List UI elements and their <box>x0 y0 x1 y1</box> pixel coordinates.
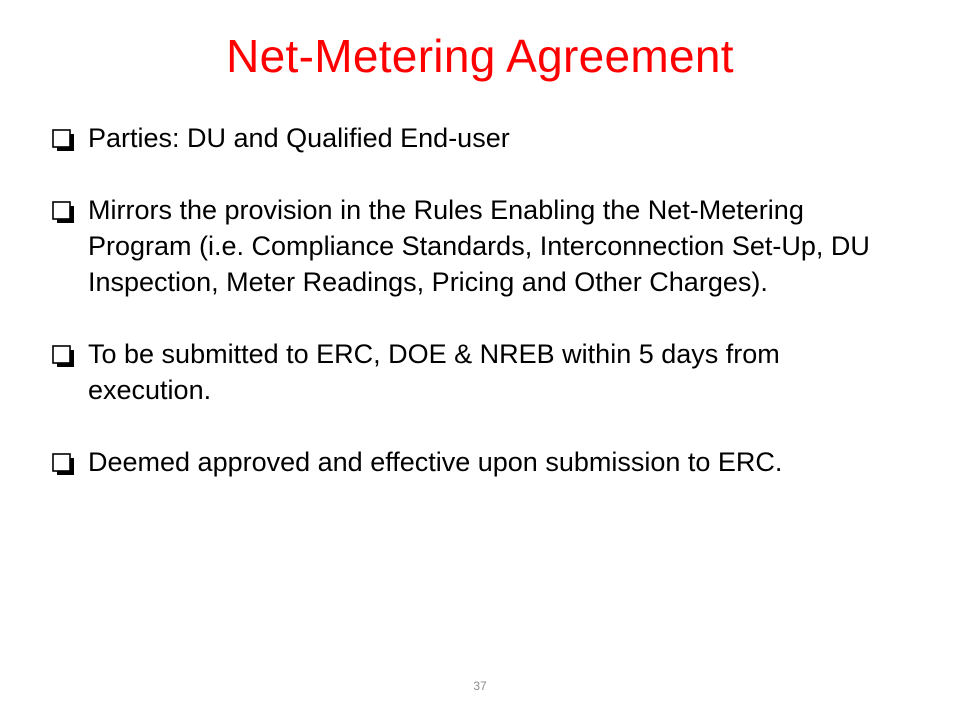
bullet-item <box>50 336 910 408</box>
bullet-text: Mirrors the provision in the Rules Enabling the Net-Metering Program (i.e. Compliance Standards, Interconnection Set-Up, DU Inspection, Meter Readings, Pricing and Other Charges). <box>88 195 870 297</box>
bullet-item <box>50 120 910 156</box>
checkbox-square-icon <box>51 452 75 476</box>
bullet-text: To be submitted to ERC, DOE & NREB within 5 days from execution. <box>88 339 780 405</box>
bullet-item <box>50 192 910 300</box>
checkbox-square-icon <box>51 128 75 152</box>
page-number: 37 <box>473 679 487 693</box>
bullet-item <box>50 444 910 480</box>
bullet-list <box>50 120 910 516</box>
checkbox-square-icon <box>51 344 75 368</box>
bullet-text: Parties: DU and Qualified End-user <box>88 123 510 153</box>
bullet-text: Deemed approved and effective upon submission to ERC. <box>88 447 783 477</box>
slide-title: Net-Metering Agreement <box>226 30 734 82</box>
checkbox-square-icon <box>51 200 75 224</box>
